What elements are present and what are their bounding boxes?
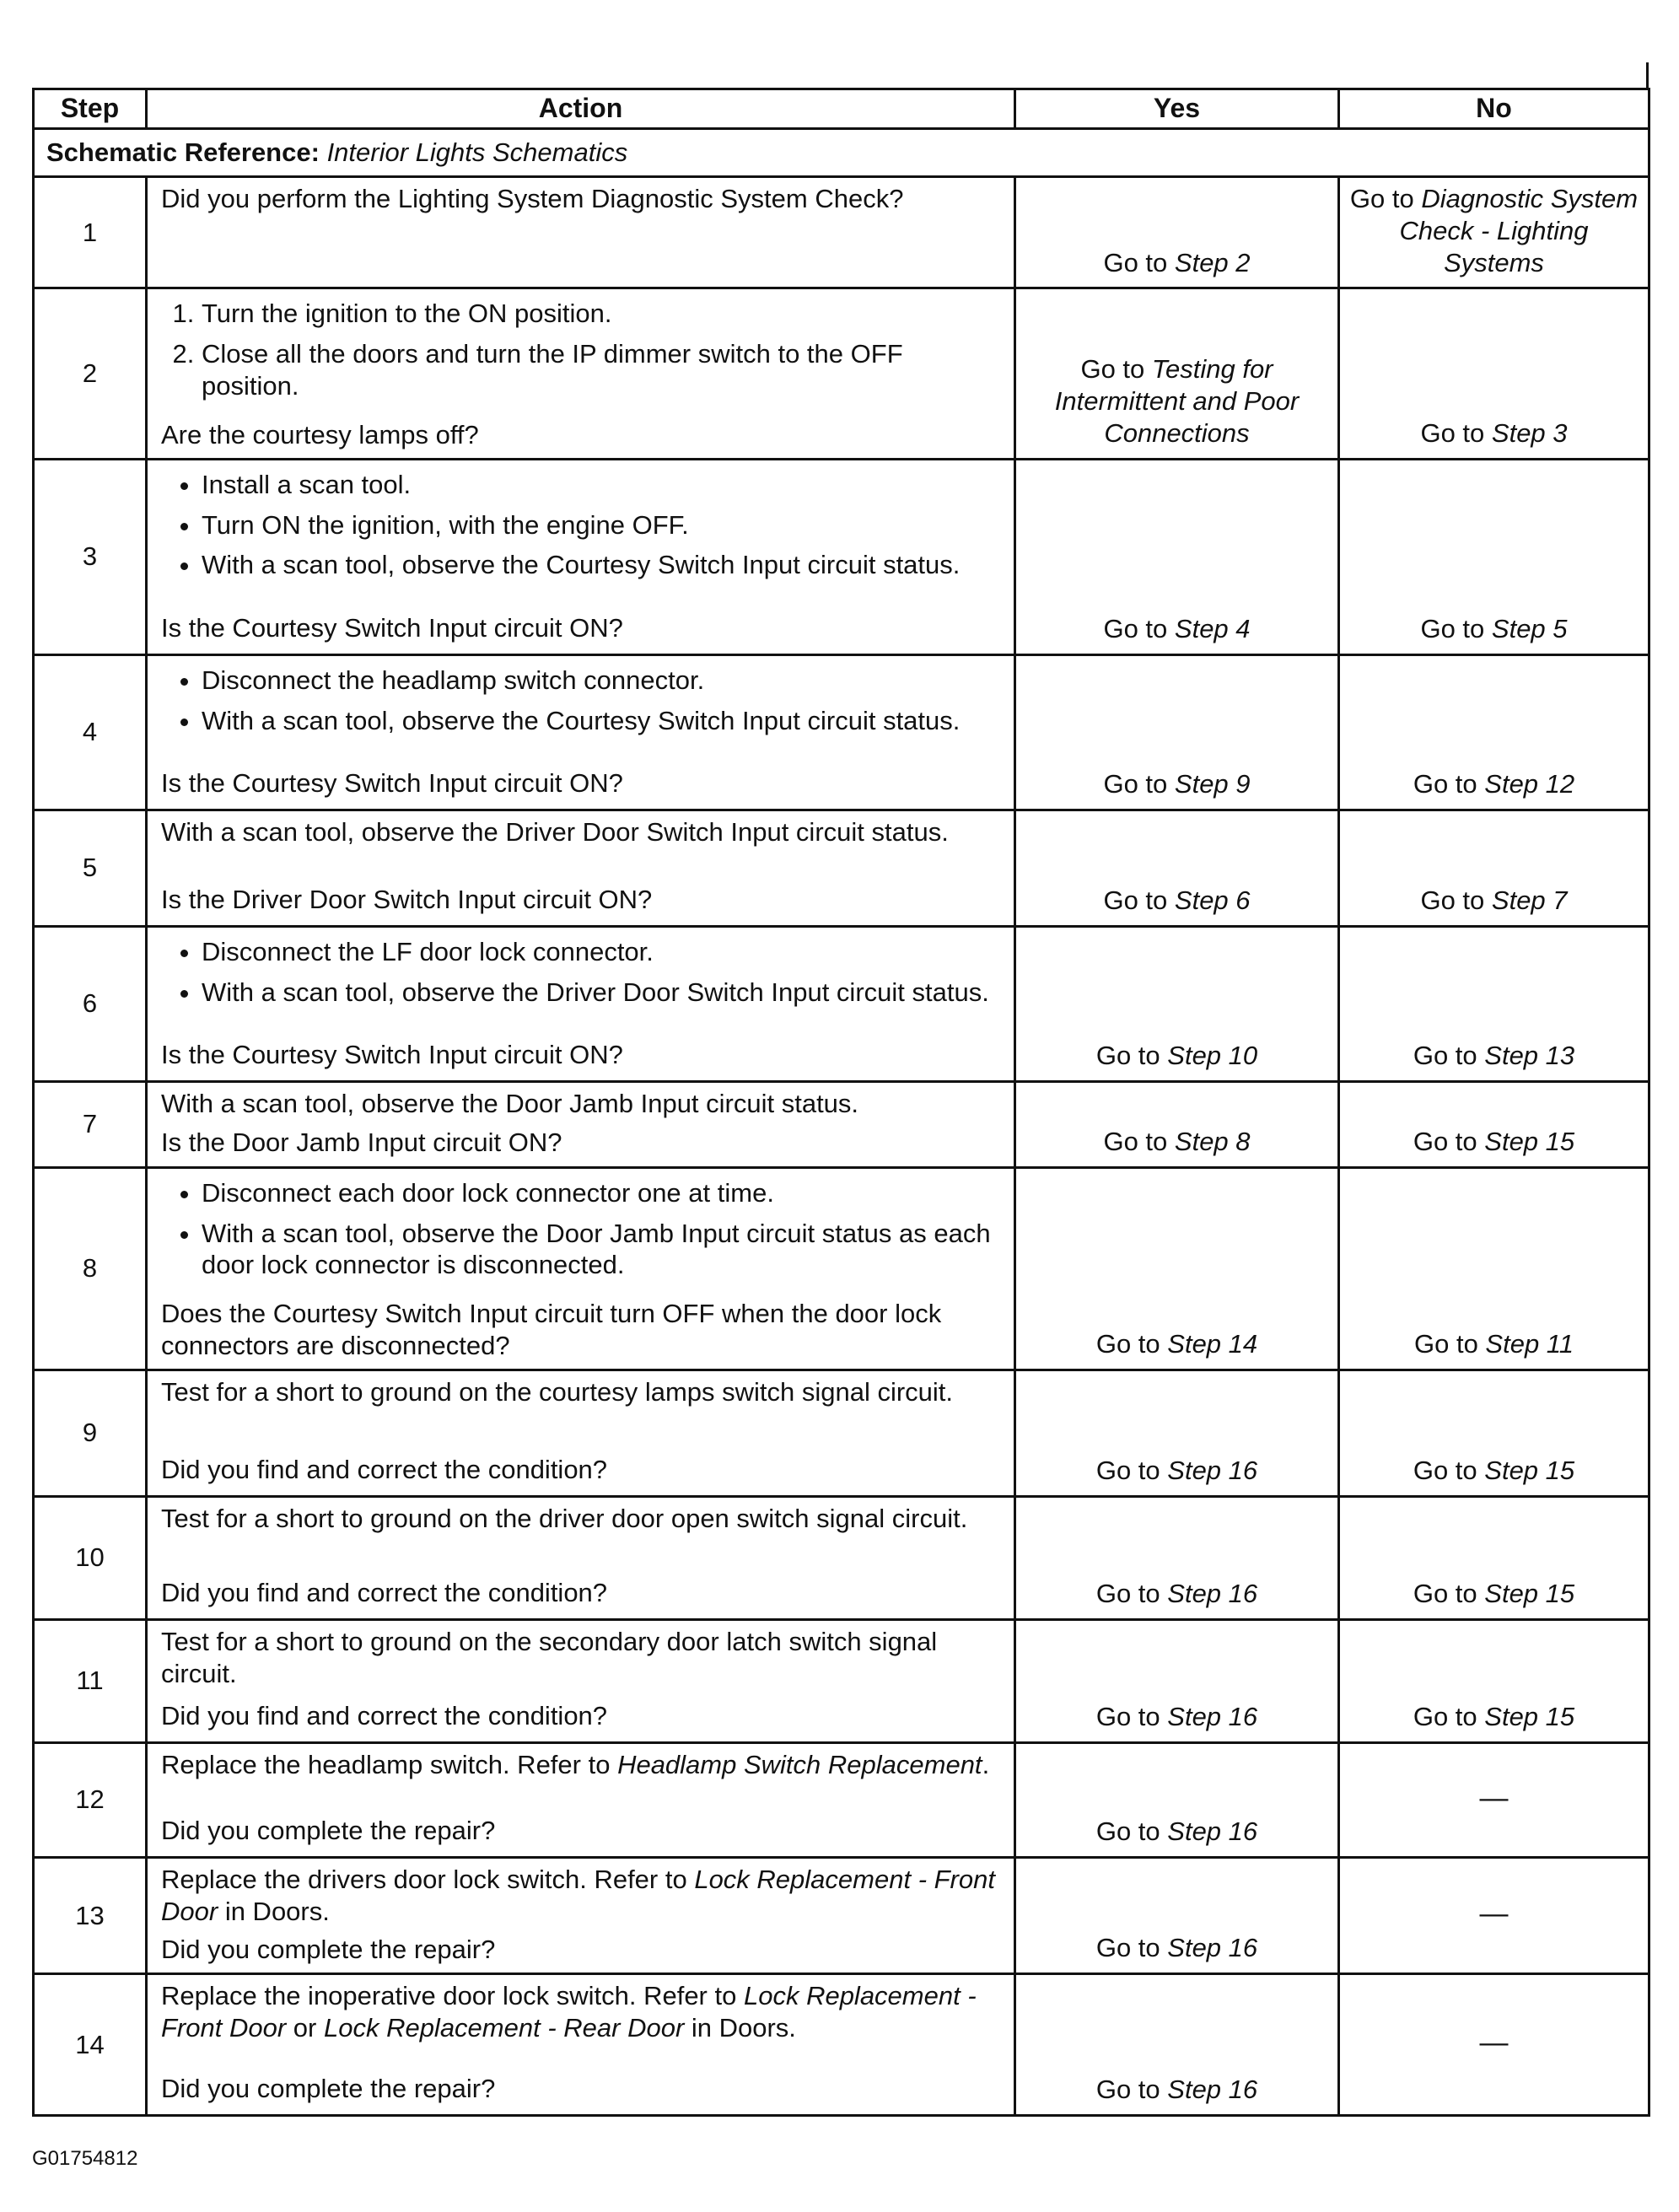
list-item: 1. Turn the ignition to the ON position. xyxy=(202,298,1004,330)
action-text xyxy=(161,1749,1004,1781)
table-row xyxy=(34,1619,1649,1742)
action-cell xyxy=(147,459,1015,654)
action-cell xyxy=(147,1496,1015,1619)
yes-target: Step 16 xyxy=(1167,1578,1258,1608)
yes-prefix: Go to xyxy=(1095,1455,1168,1485)
action-text: With a scan tool, observe the Door Jamb Input circuit status. xyxy=(161,1088,859,1118)
action-text xyxy=(161,1864,1004,1928)
yes-cell xyxy=(1015,926,1339,1081)
yes-target: Step 16 xyxy=(1167,2075,1258,2105)
no-prefix: Go to xyxy=(1413,1578,1485,1608)
action-content xyxy=(148,928,1014,1078)
action-question: Did you find and correct the condition? xyxy=(161,1700,608,1730)
action-content xyxy=(148,1371,1014,1493)
action-question: Is the Driver Door Switch Input circuit ON? xyxy=(161,884,653,914)
action-cell xyxy=(147,1081,1015,1167)
yes-target: Step 14 xyxy=(1167,1328,1258,1359)
schematic-reference-value: Interior Lights Schematics xyxy=(326,137,628,168)
no-cell xyxy=(1339,926,1649,1081)
action-question: Are the courtesy lamps off? xyxy=(161,419,479,449)
no-cell xyxy=(1339,810,1649,926)
no-target: Step 13 xyxy=(1484,1040,1575,1070)
action-content xyxy=(148,1744,1014,1854)
step-number: 13 xyxy=(34,1857,147,1973)
no-target: Step 3 xyxy=(1491,417,1568,448)
header-step: Step xyxy=(34,89,147,129)
action-cell xyxy=(147,926,1015,1081)
step-number: 1 xyxy=(34,177,147,288)
action-text-part: or xyxy=(286,2013,324,2042)
action-cell xyxy=(147,1619,1015,1742)
list-item: • With a scan tool, observe the Door Jamb Input circuit status as each door lock connector is disconnected. xyxy=(202,1218,1004,1282)
action-cell xyxy=(147,1857,1015,1973)
yes-prefix: Go to xyxy=(1103,1126,1175,1156)
yes-cell xyxy=(1015,1496,1339,1619)
no-cell xyxy=(1339,1974,1649,2116)
margin-tick xyxy=(1646,62,1649,88)
step-number: 11 xyxy=(34,1619,147,1742)
action-cell xyxy=(147,1974,1015,2116)
action-content xyxy=(148,811,1014,923)
no-cell xyxy=(1339,654,1649,810)
action-text-part: in Doors. xyxy=(684,2013,796,2042)
no-target: Step 5 xyxy=(1491,613,1568,643)
table-row xyxy=(34,177,1649,288)
action-cell xyxy=(147,288,1015,459)
action-text-part: Replace the drivers door lock switch. Refer to xyxy=(161,1864,695,1894)
yes-prefix: Go to xyxy=(1095,1701,1168,1731)
list-item: • Disconnect each door lock connector one at time. xyxy=(202,1177,1004,1209)
action-reference: Headlamp Switch Replacement xyxy=(617,1749,982,1779)
action-content xyxy=(148,1621,1014,1739)
list-item: • Disconnect the headlamp switch connector. xyxy=(202,665,1004,697)
no-prefix: Go to xyxy=(1420,417,1492,448)
action-cell xyxy=(147,1167,1015,1370)
no-prefix: Go to xyxy=(1413,1040,1485,1070)
action-content xyxy=(148,656,1014,806)
action-content xyxy=(148,1169,1014,1369)
step-number: 5 xyxy=(34,810,147,926)
yes-target: Step 9 xyxy=(1174,768,1251,799)
action-content xyxy=(148,1498,1014,1616)
table-row xyxy=(34,926,1649,1081)
no-target: Step 15 xyxy=(1484,1126,1575,1156)
yes-cell xyxy=(1015,1370,1339,1496)
no-cell xyxy=(1339,1167,1649,1370)
table-row xyxy=(34,1974,1649,2116)
action-cell xyxy=(147,177,1015,288)
no-prefix: Go to xyxy=(1413,768,1485,799)
yes-cell xyxy=(1015,810,1339,926)
action-content xyxy=(148,460,1014,651)
action-text xyxy=(161,1980,1004,2044)
yes-prefix: Go to xyxy=(1103,768,1175,799)
yes-cell xyxy=(1015,1974,1339,2116)
yes-prefix: Go to xyxy=(1095,1040,1168,1070)
header-row xyxy=(34,89,1649,129)
no-cell xyxy=(1339,459,1649,654)
no-prefix: Go to xyxy=(1420,613,1492,643)
yes-cell xyxy=(1015,288,1339,459)
yes-target: Step 16 xyxy=(1167,1816,1258,1846)
list-item: • Turn ON the ignition, with the engine OFF. xyxy=(202,509,1004,541)
list-item: • Disconnect the LF door lock connector. xyxy=(202,936,1004,968)
no-cell xyxy=(1339,1857,1649,1973)
action-text: Test for a short to ground on the driver door open switch signal circuit. xyxy=(161,1503,968,1533)
yes-prefix: Go to xyxy=(1095,1328,1168,1359)
action-question: Did you complete the repair? xyxy=(161,1935,496,1965)
bullet-list xyxy=(161,936,1004,1017)
action-cell xyxy=(147,654,1015,810)
schematic-reference-row xyxy=(34,129,1649,177)
list-item: 2. Close all the doors and turn the IP dimmer switch to the OFF position. xyxy=(202,338,1004,402)
yes-target: Step 10 xyxy=(1167,1040,1258,1070)
action-question: Did you find and correct the condition? xyxy=(161,1577,608,1607)
no-target: Step 7 xyxy=(1491,885,1568,915)
action-question: Did you complete the repair? xyxy=(161,1815,496,1845)
action-content xyxy=(148,178,1014,284)
action-content xyxy=(148,1083,1014,1165)
action-text-part: Replace the headlamp switch. Refer to xyxy=(161,1749,618,1779)
yes-cell xyxy=(1015,177,1339,288)
no-cell xyxy=(1339,288,1649,459)
table-row xyxy=(34,1857,1649,1973)
no-target: Step 15 xyxy=(1484,1578,1575,1608)
bullet-list xyxy=(161,1177,1004,1289)
table-row xyxy=(34,1496,1649,1619)
action-reference: Lock Replacement - Front Door xyxy=(161,1981,977,2042)
no-cell xyxy=(1339,1370,1649,1496)
diagnostic-table xyxy=(32,88,1650,2117)
action-content xyxy=(148,1859,1014,1973)
yes-prefix: Go to xyxy=(1095,1578,1168,1608)
yes-target: Step 2 xyxy=(1174,247,1251,277)
no-prefix: Go to xyxy=(1413,1328,1486,1359)
action-text: Did you perform the Lighting System Diagnostic System Check? xyxy=(161,184,904,213)
table-row xyxy=(34,810,1649,926)
yes-cell xyxy=(1015,1619,1339,1742)
yes-prefix: Go to xyxy=(1095,1933,1168,1963)
action-question: Does the Courtesy Switch Input circuit turn OFF when the door lock connectors are disconnected? xyxy=(161,1299,942,1360)
no-prefix: Go to xyxy=(1413,1701,1485,1731)
yes-prefix: Go to xyxy=(1103,247,1175,277)
no-cell xyxy=(1339,1496,1649,1619)
table-row xyxy=(34,459,1649,654)
action-text: Test for a short to ground on the secondary door latch switch signal circuit. xyxy=(161,1626,938,1688)
yes-target: Step 16 xyxy=(1167,1933,1258,1963)
no-prefix: Go to xyxy=(1420,885,1492,915)
action-reference: Lock Replacement - Front Door xyxy=(161,1864,995,1926)
header-yes: Yes xyxy=(1015,89,1339,129)
yes-prefix: Go to xyxy=(1095,2075,1168,2105)
schematic-reference xyxy=(34,129,1649,177)
no-cell xyxy=(1339,1081,1649,1167)
yes-prefix: Go to xyxy=(1103,613,1175,643)
yes-target: Step 4 xyxy=(1174,613,1251,643)
no-target: Step 12 xyxy=(1484,768,1575,799)
list-item: • Install a scan tool. xyxy=(202,469,1004,501)
yes-cell xyxy=(1015,459,1339,654)
action-text-part: . xyxy=(982,1749,990,1779)
yes-cell xyxy=(1015,654,1339,810)
action-content xyxy=(148,289,1014,457)
table-row xyxy=(34,1081,1649,1167)
action-content xyxy=(148,1975,1014,2112)
action-question: Did you complete the repair? xyxy=(161,2074,496,2104)
step-number: 7 xyxy=(34,1081,147,1167)
step-number: 12 xyxy=(34,1742,147,1857)
step-number: 8 xyxy=(34,1167,147,1370)
yes-target: Step 8 xyxy=(1174,1126,1251,1156)
action-question: Is the Courtesy Switch Input circuit ON? xyxy=(161,1039,623,1069)
action-question: Is the Door Jamb Input circuit ON? xyxy=(161,1127,562,1157)
table-row xyxy=(34,288,1649,459)
action-text-part: Replace the inoperative door lock switch. Refer to xyxy=(161,1981,744,2011)
step-number: 14 xyxy=(34,1974,147,2116)
no-target: Diagnostic System Check - Lighting Systems xyxy=(1399,184,1639,277)
schematic-reference-label: Schematic Reference: xyxy=(46,137,320,168)
bullet-list xyxy=(161,469,1004,589)
step-number: 4 xyxy=(34,654,147,810)
no-dash: — xyxy=(1479,2026,1509,2059)
list-item: • With a scan tool, observe the Driver Door Switch Input circuit status. xyxy=(202,977,1004,1009)
step-number: 9 xyxy=(34,1370,147,1496)
header-action: Action xyxy=(147,89,1015,129)
list-item: • With a scan tool, observe the Courtesy Switch Input circuit status. xyxy=(202,705,1004,737)
yes-cell xyxy=(1015,1167,1339,1370)
numbered-list xyxy=(161,298,1004,410)
yes-target: Step 6 xyxy=(1174,885,1251,915)
table-row xyxy=(34,654,1649,810)
no-cell xyxy=(1339,177,1649,288)
list-item: • With a scan tool, observe the Courtesy Switch Input circuit status. xyxy=(202,549,1004,581)
yes-cell xyxy=(1015,1742,1339,1857)
step-number: 2 xyxy=(34,288,147,459)
no-dash: — xyxy=(1479,1781,1509,1814)
step-number: 3 xyxy=(34,459,147,654)
bullet-list xyxy=(161,665,1004,745)
step-number: 6 xyxy=(34,926,147,1081)
yes-target: Step 16 xyxy=(1167,1455,1258,1485)
yes-target: Testing for Intermittent and Poor Connections xyxy=(1054,354,1300,448)
step-number: 10 xyxy=(34,1496,147,1619)
no-prefix: Go to xyxy=(1349,184,1422,213)
no-prefix: Go to xyxy=(1413,1126,1485,1156)
table-row xyxy=(34,1370,1649,1496)
action-cell xyxy=(147,810,1015,926)
header-no: No xyxy=(1339,89,1649,129)
action-text-part: in Doors. xyxy=(218,1896,330,1926)
table-row xyxy=(34,1742,1649,1857)
no-target: Step 15 xyxy=(1484,1701,1575,1731)
action-cell xyxy=(147,1742,1015,1857)
yes-prefix: Go to xyxy=(1103,885,1175,915)
action-text: Test for a short to ground on the courtesy lamps switch signal circuit. xyxy=(161,1376,954,1407)
action-cell xyxy=(147,1370,1015,1496)
table-row xyxy=(34,1167,1649,1370)
action-text: With a scan tool, observe the Driver Door Switch Input circuit status. xyxy=(161,816,949,847)
action-question: Is the Courtesy Switch Input circuit ON? xyxy=(161,767,623,798)
action-reference: Lock Replacement - Rear Door xyxy=(323,2013,685,2042)
figure-code: G01754812 xyxy=(32,2147,138,2170)
yes-target: Step 16 xyxy=(1167,1701,1258,1731)
no-target: Step 15 xyxy=(1484,1455,1575,1485)
action-question: Is the Courtesy Switch Input circuit ON? xyxy=(161,612,623,643)
no-cell xyxy=(1339,1619,1649,1742)
no-cell xyxy=(1339,1742,1649,1857)
yes-cell xyxy=(1015,1857,1339,1973)
no-prefix: Go to xyxy=(1413,1455,1485,1485)
no-target: Step 11 xyxy=(1485,1328,1574,1359)
yes-prefix: Go to xyxy=(1080,354,1152,385)
no-dash: — xyxy=(1479,1897,1509,1929)
yes-prefix: Go to xyxy=(1095,1816,1168,1846)
yes-cell xyxy=(1015,1081,1339,1167)
action-question: Did you find and correct the condition? xyxy=(161,1454,608,1484)
